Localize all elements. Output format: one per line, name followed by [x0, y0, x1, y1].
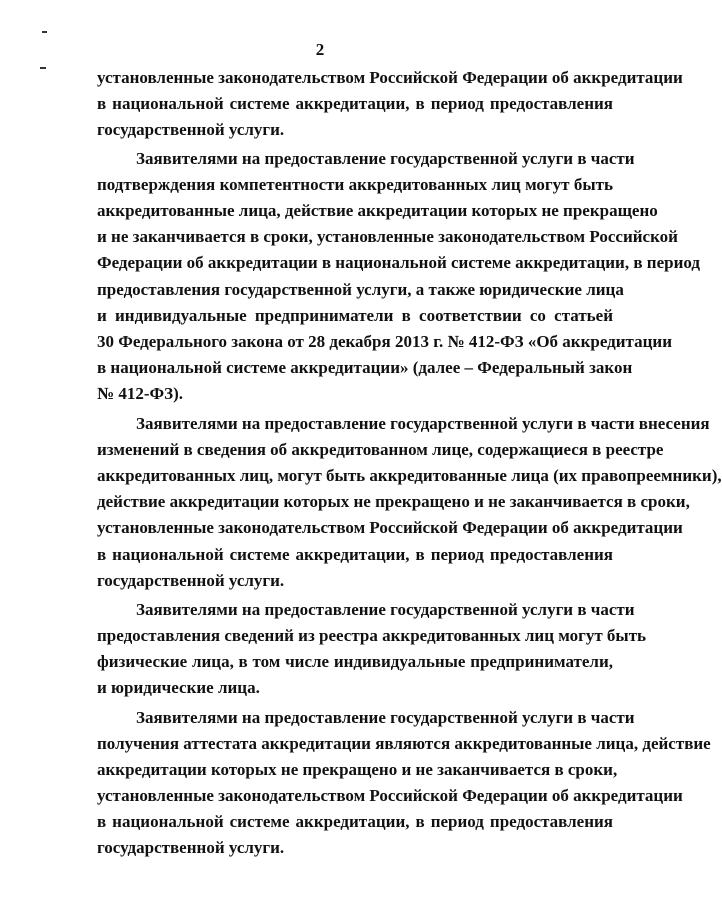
text-line: предоставления сведений из реестра аккредитованных лиц могут быть: [97, 626, 647, 645]
text-line: предоставления государственной услуги, а также юридические лица: [97, 280, 624, 299]
text-line: и индивидуальные предприниматели в соответствии со статьей: [97, 306, 613, 325]
text-line: Заявителями на предоставление государственной услуги в части: [136, 708, 635, 727]
text-line: Заявителями на предоставление государственной услуги в части: [136, 149, 635, 168]
text-line: аккредитованные лица, действие аккредитации которых не прекращено: [97, 201, 658, 220]
text-line: Заявителями на предоставление государственной услуги в части: [136, 600, 635, 619]
text-line: государственной услуги.: [97, 838, 285, 857]
text-line: и юридические лица.: [97, 678, 260, 697]
text-line: установленные законодательством Российской Федерации об аккредитации: [97, 68, 683, 87]
text-line: Федерации об аккредитации в национальной системе аккредитации, в период: [97, 253, 700, 272]
text-line: физические лица, в том числе индивидуальные предприниматели,: [97, 652, 613, 671]
text-line: государственной услуги.: [97, 120, 285, 139]
text-line: в национальной системе аккредитации, в период предоставления: [97, 94, 613, 113]
text-line: действие аккредитации которых не прекращено и не заканчивается в сроки,: [97, 492, 690, 511]
text-line: изменений в сведения об аккредитованном лице, содержащиеся в реестре: [97, 440, 664, 459]
text-line: установленные законодательством Российской Федерации об аккредитации: [97, 786, 683, 805]
text-line: государственной услуги.: [97, 571, 285, 590]
page-number: 2: [315, 40, 325, 59]
text-line: получения аттестата аккредитации являются аккредитованные лица, действие: [97, 734, 711, 753]
text-line: и не заканчивается в сроки, установленные законодательством Российской: [97, 227, 678, 246]
text-line: установленные законодательством Российской Федерации об аккредитации: [97, 518, 683, 537]
text-line: № 412-ФЗ).: [97, 384, 183, 403]
text-line: в национальной системе аккредитации» (далее – Федеральный закон: [97, 358, 633, 377]
text-line: аккредитованных лиц, могут быть аккредитованные лица (их правопреемники),: [97, 466, 722, 485]
text-line: в национальной системе аккредитации, в период предоставления: [97, 545, 613, 564]
text-line: аккредитации которых не прекращено и не заканчивается в сроки,: [97, 760, 618, 779]
text-line: подтверждения компетентности аккредитованных лиц могут быть: [97, 175, 613, 194]
text-line: 30 Федерального закона от 28 декабря 2013 г. № 412-ФЗ «Об аккредитации: [97, 332, 672, 351]
text-line: Заявителями на предоставление государственной услуги в части внесения: [136, 414, 710, 433]
text-line: в национальной системе аккредитации, в период предоставления: [97, 812, 613, 831]
